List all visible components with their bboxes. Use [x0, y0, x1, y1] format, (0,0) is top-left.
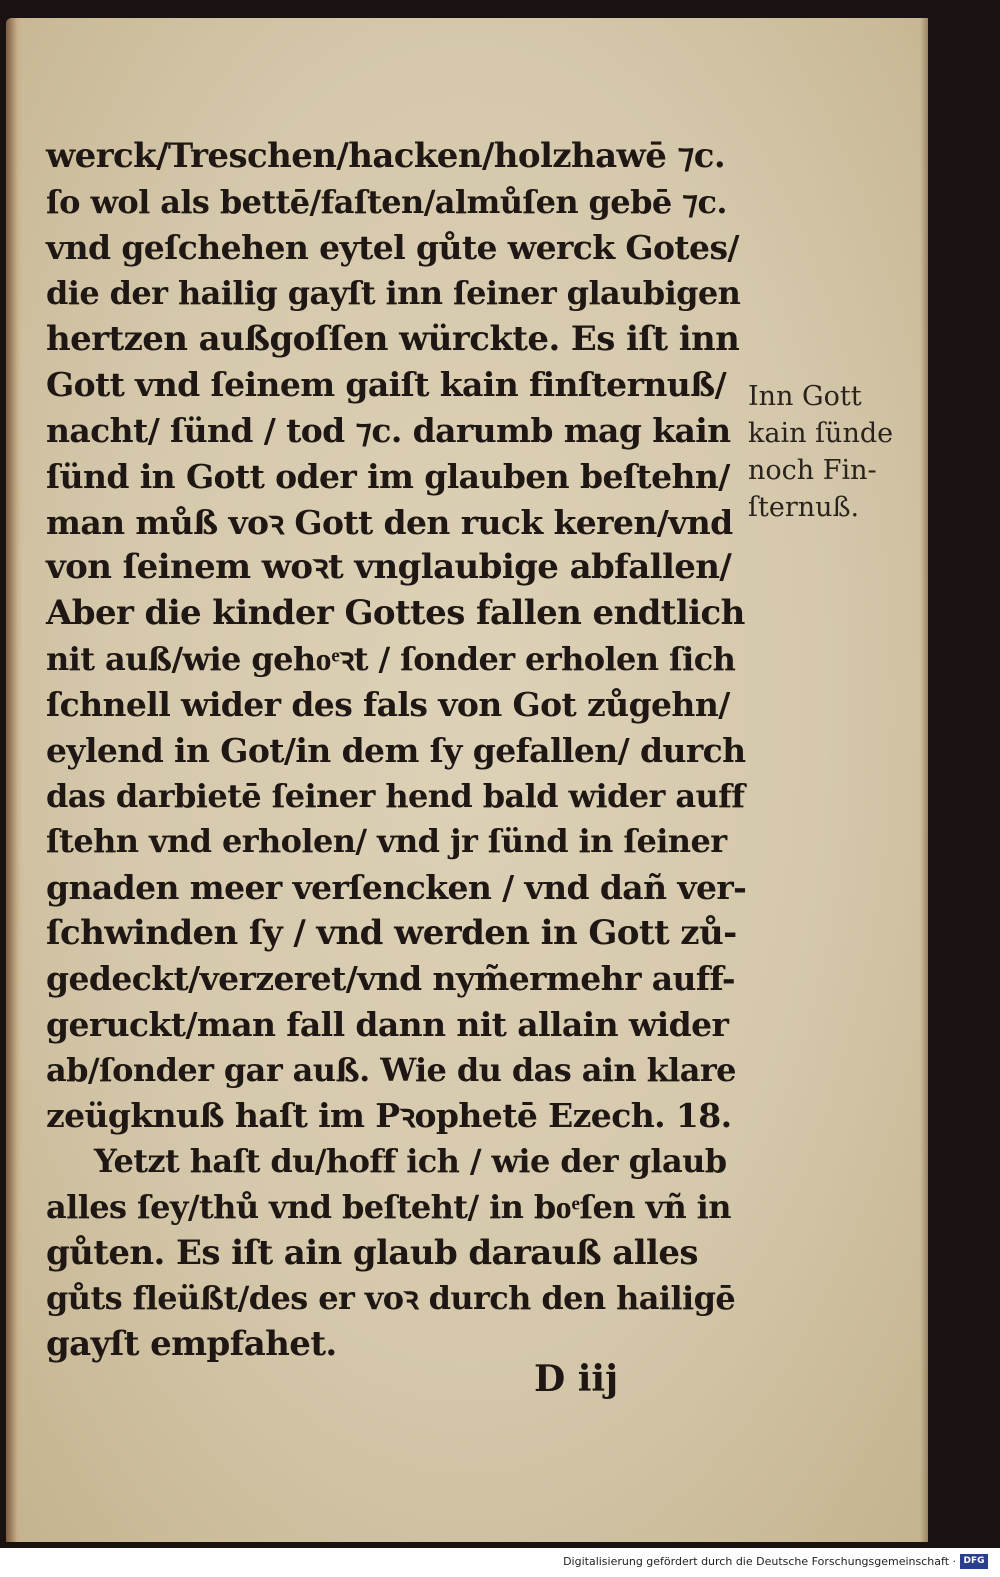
text-line: die der hailig gayſt inn ſeiner glaubigen	[46, 274, 741, 313]
text-line: gnaden meer verſencken / vnd dañ ver-	[46, 868, 747, 907]
text-line: ſünd in Gott oder im glauben beſtehn/	[46, 456, 730, 496]
text-line: alles ſey/thů vnd beſteht/ in boͤſen vñ in	[46, 1187, 731, 1226]
text-line: nit auß/wie gehoͤꝛt / ſonder erholen ſich	[46, 639, 736, 678]
text-line: gayſt empfahet.	[46, 1323, 337, 1364]
main-text-block	[46, 134, 746, 1368]
book-page	[6, 18, 928, 1542]
text-line: ſo wol als bettē/faſten/almůſen gebē ⁊c.	[46, 182, 727, 221]
text-line: man můß voꝛ Gott den ruck keren/vnd	[46, 502, 733, 542]
text-line: vnd geſchehen eytel gůte werck Gotes/	[46, 228, 739, 268]
marginal-line: Inn Gott	[748, 381, 862, 412]
text-line: von ſeinem woꝛt vnglaubige abfallen/	[46, 547, 732, 588]
text-line: geruckt/man fall dann nit allain wider	[46, 1005, 729, 1045]
text-line: nacht/ ſünd / tod ⁊c. darumb mag kain	[46, 411, 731, 451]
funding-credit: Digitalisierung gefördert durch die Deutsche Forschungsgemeinschaft ·	[563, 1555, 956, 1568]
text-line: eylend in Got/in dem ſy gefallen/ durch	[46, 730, 746, 770]
page-gutter-shadow	[6, 18, 22, 1542]
text-line: gůten. Es iſt ain glaub darauß alles	[46, 1232, 698, 1273]
page-edge	[920, 18, 928, 1542]
text-line: das darbietē ſeiner hend bald wider auff	[46, 776, 745, 815]
text-line: ſchnell wider des fals von Got zůgehn/	[46, 685, 730, 725]
text-line: Aber die kinder Gottes fallen endtlich	[46, 592, 745, 633]
text-line: Gott vnd ſeinem gaiſt kain finſternuß/	[46, 365, 727, 405]
text-line: gůts fleüßt/des er voꝛ durch den hailigē	[46, 1279, 736, 1318]
text-line: ſchwinden ſy / vnd werden in Gott zů-	[46, 912, 737, 953]
dfg-logo: DFG	[960, 1554, 988, 1569]
marginal-note	[748, 378, 923, 526]
text-line: ab/ſonder gar auß. Wie du das ain klare	[46, 1050, 736, 1089]
paragraph-start-line: Yetzt haſt du/hoff ich / wie der glaub	[94, 1142, 727, 1181]
signature-mark: D iij	[534, 1358, 619, 1400]
marginal-line: noch Fin-	[748, 455, 877, 486]
footer-bar	[0, 1548, 1000, 1577]
marginal-line: kain ſünde	[748, 418, 894, 449]
text-line: werck/Treschen/hacken/holzhawē ⁊c.	[46, 136, 726, 176]
text-line: ſtehn vnd erholen/ vnd jr ſünd in ſeiner	[46, 822, 727, 861]
text-line: gedeckt/verzeret/vnd nym̃ermehr auff-	[46, 959, 736, 999]
marginal-line: ſternuß.	[748, 492, 860, 523]
text-line: zeügknuß haſt im Pꝛophetē Ezech. 18.	[46, 1096, 732, 1136]
text-line: hertzen außgoſſen würckte. Es iſt inn	[46, 318, 740, 359]
